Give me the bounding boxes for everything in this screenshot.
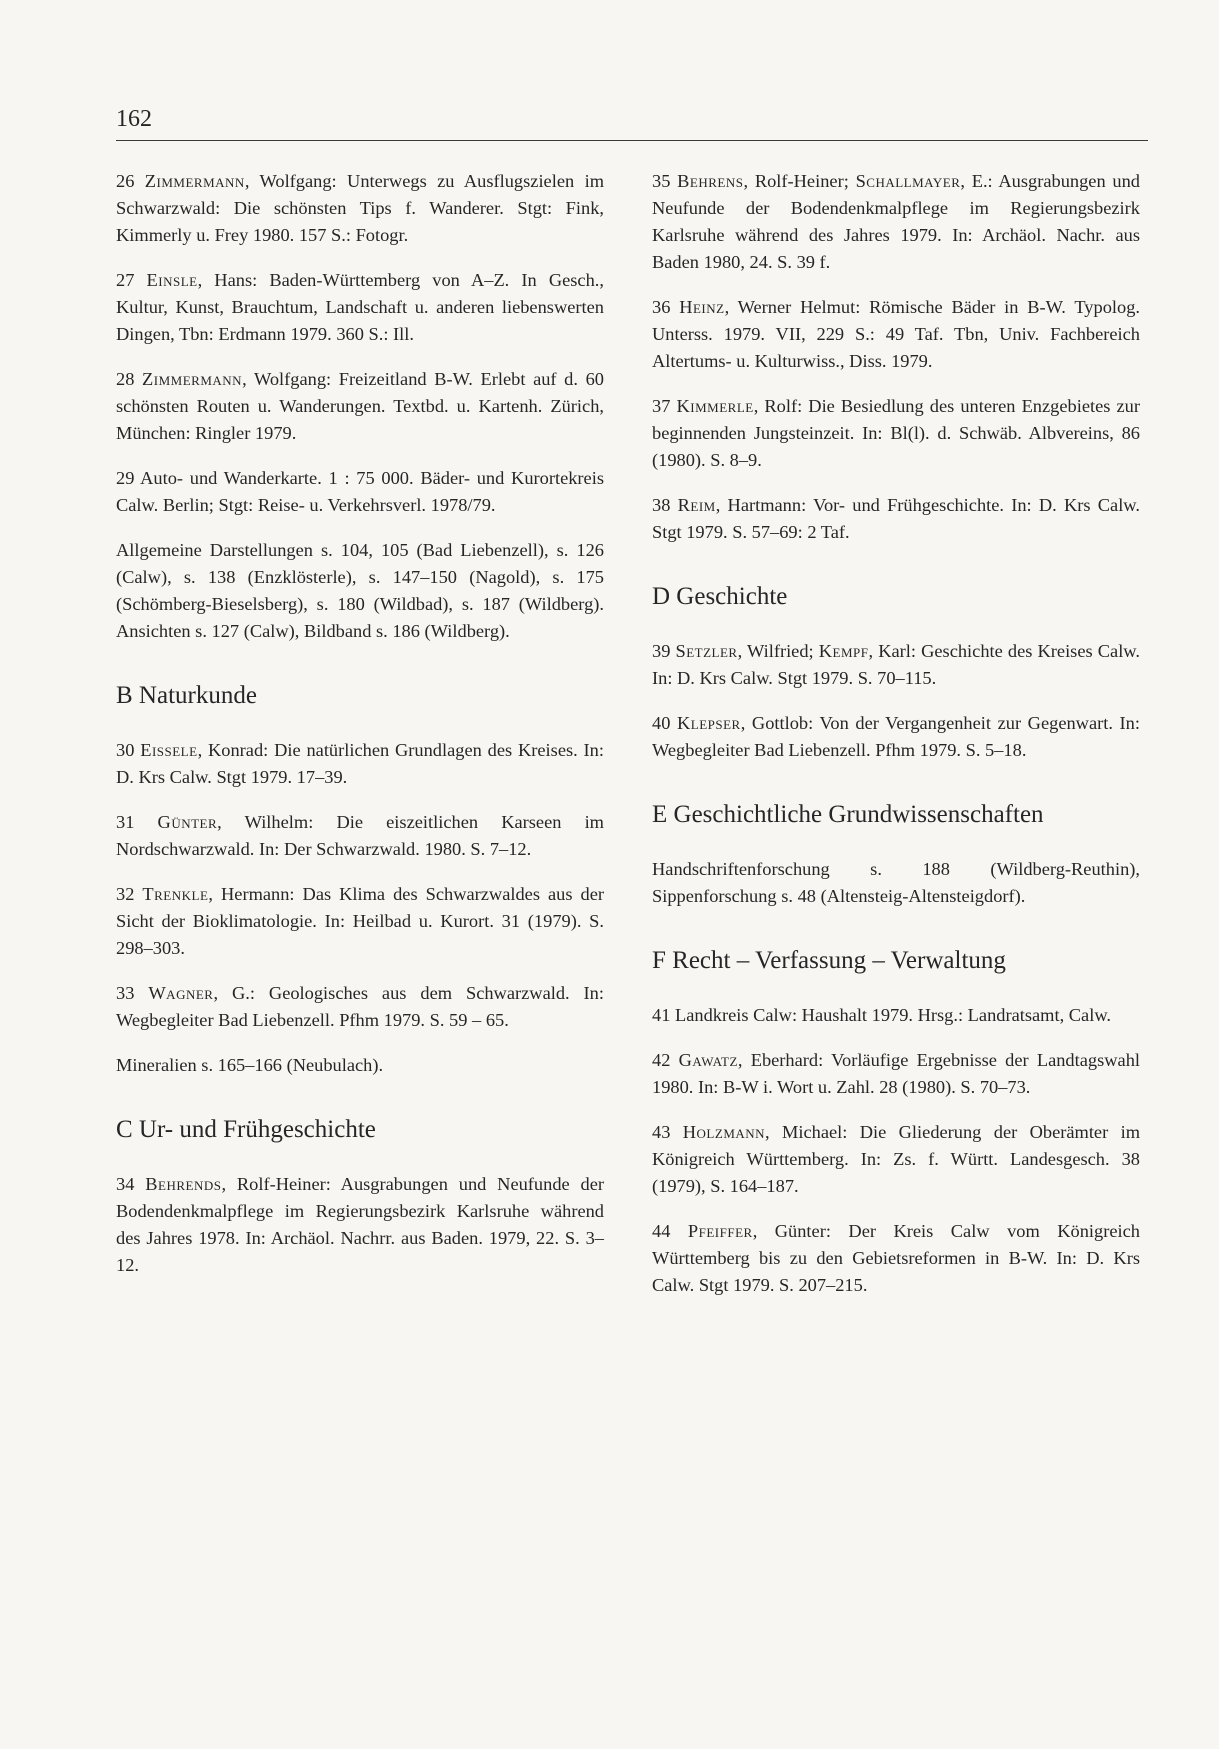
entry-author: Holzmann bbox=[682, 1122, 766, 1142]
entry-text: , Hermann: Das Klima des Schwarzwaldes aus der Sicht der Bioklimatologie. In: Heilbad u. Kurort. 31 (1979). S. 298–303. bbox=[116, 884, 604, 958]
entry-number: 44 bbox=[652, 1221, 671, 1241]
entry-text: , Rolf-Heiner; bbox=[743, 171, 856, 191]
entry-author: Heinz bbox=[679, 297, 725, 317]
bibliography-entry bbox=[652, 294, 1140, 375]
bibliography-entry bbox=[116, 465, 604, 519]
entry-author: Trenkle bbox=[142, 884, 209, 904]
entry-author: Kimmerle bbox=[676, 396, 754, 416]
entry-number: 27 bbox=[116, 270, 135, 290]
bibliography-entry bbox=[652, 1119, 1140, 1200]
entry-text: , Karl: Geschichte des Kreises Calw. In: D. Krs Calw. Stgt 1979. S. 70–115. bbox=[652, 641, 1140, 688]
right-column bbox=[652, 168, 1140, 1317]
entry-author: Klepser bbox=[676, 713, 741, 733]
cross-reference-note: Mineralien s. 165–166 (Neubulach). bbox=[116, 1055, 384, 1075]
bibliography-entry bbox=[116, 168, 604, 249]
bibliography-entry bbox=[116, 980, 604, 1034]
bibliography-entry bbox=[652, 638, 1140, 692]
bibliography-entry bbox=[116, 737, 604, 791]
entry-coauthor: Kempf bbox=[818, 641, 869, 661]
bibliography-entry bbox=[652, 1218, 1140, 1299]
entry-number: 31 bbox=[116, 812, 135, 832]
entry-number: 38 bbox=[652, 495, 671, 515]
entry-author: Pfeiffer bbox=[687, 1221, 753, 1241]
entry-number: 36 bbox=[652, 297, 671, 317]
entry-author: Setzler bbox=[675, 641, 738, 661]
entry-number: 35 bbox=[652, 171, 671, 191]
entry-text: , Konrad: Die natürlichen Grundlagen des Kreises. In: D. Krs Calw. Stgt 1979. 17–39. bbox=[116, 740, 604, 787]
entry-text: Landkreis Calw: Haushalt 1979. Hrsg.: Landratsamt, Calw. bbox=[675, 1005, 1112, 1025]
page-number: 162 bbox=[116, 106, 152, 132]
entry-number: 43 bbox=[652, 1122, 671, 1142]
entry-author: Zimmermann bbox=[144, 171, 245, 191]
bibliography-entry bbox=[116, 1171, 604, 1279]
entry-text: , Eberhard: Vorläufige Ergebnisse der Landtagswahl 1980. In: B-W i. Wort u. Zahl. 28 (1980). S. 70–73. bbox=[652, 1050, 1140, 1097]
entry-number: 33 bbox=[116, 983, 135, 1003]
bibliography-entry bbox=[652, 1047, 1140, 1101]
section-heading-recht: F Recht – Verfassung – Verwaltung bbox=[652, 947, 1006, 974]
entry-number: 42 bbox=[652, 1050, 671, 1070]
entry-number: 40 bbox=[652, 713, 671, 733]
cross-reference-note: Allgemeine Darstellungen s. 104, 105 (Bad Liebenzell), s. 126 (Calw), s. 138 (Enzklösterle), s. 147–150 (Nagold), s. 175 (Schömberg-Bieselsberg), s. 180 (Wildbad), s. 187 (Wildberg). Ansichten s. 127 (Calw), Bildband s. 186 (Wildberg). bbox=[116, 540, 604, 641]
entry-author: Wagner bbox=[148, 983, 214, 1003]
entry-text: , Gottlob: Von der Vergangenheit zur Gegenwart. In: Wegbegleiter Bad Liebenzell. Pfhm 1979. S. 5–18. bbox=[652, 713, 1140, 760]
cross-reference-note: Handschriftenforschung s. 188 (Wildberg-Reuthin), Sippenforschung s. 48 (Altensteig-Altensteigdorf). bbox=[652, 859, 1140, 906]
entry-text: , Werner Helmut: Römische Bäder in B-W. Typolog. Unterss. 1979. VII, 229 S.: 49 Taf. Tbn, Univ. Fachbereich Altertums- u. Kulturwiss., Diss. 1979. bbox=[652, 297, 1140, 371]
left-column bbox=[116, 168, 604, 1297]
entry-author: Reim bbox=[677, 495, 716, 515]
bibliography-entry bbox=[652, 1002, 1140, 1029]
bibliography-entry bbox=[652, 710, 1140, 764]
entry-text: , E.: Ausgrabungen und Neufunde der Bodendenkmalpflege im Regierungsbezirk Karlsruhe während des Jahres 1979. In: Archäol. Nachr. aus Baden 1980, 24. S. 39 f. bbox=[652, 171, 1140, 272]
section-heading-geschichte: D Geschichte bbox=[652, 583, 788, 610]
bibliography-entry bbox=[116, 881, 604, 962]
entry-number: 41 bbox=[652, 1005, 671, 1025]
entry-author: Zimmermann bbox=[142, 369, 243, 389]
entry-text: Auto- und Wanderkarte. 1 : 75 000. Bäder- und Kurortekreis Calw. Berlin; Stgt: Reise- u. Verkehrsverl. 1978/79. bbox=[116, 468, 604, 515]
bibliography-entry bbox=[652, 168, 1140, 276]
entry-author: Behrens bbox=[677, 171, 744, 191]
section-heading-grundwissenschaften: E Geschichtliche Grundwissenschaften bbox=[652, 801, 1044, 828]
bibliography-entry bbox=[652, 393, 1140, 474]
entry-text: , Wilhelm: Die eiszeitlichen Karseen im Nordschwarzwald. In: Der Schwarzwald. 1980. S. 7–12. bbox=[116, 812, 604, 859]
bibliography-entry bbox=[652, 492, 1140, 546]
entry-text: , Wolfgang: Unterwegs zu Ausflugszielen im Schwarzwald: Die schönsten Tips f. Wanderer. Stgt: Fink, Kimmerly u. Frey 1980. 157 S.: Fotogr. bbox=[116, 171, 604, 245]
entry-number: 39 bbox=[652, 641, 671, 661]
entry-coauthor: Schallmayer bbox=[855, 171, 961, 191]
entry-number: 30 bbox=[116, 740, 135, 760]
entry-author: Gawatz bbox=[678, 1050, 738, 1070]
entry-author: Einsle bbox=[146, 270, 198, 290]
entry-text: , Rolf: Die Besiedlung des unteren Enzgebietes zur beginnenden Jungsteinzeit. In: Bl(l). d. Schwäb. Albvereins, 86 (1980). S. 8–9. bbox=[652, 396, 1140, 470]
bibliography-entry bbox=[116, 809, 604, 863]
bibliography-entry bbox=[116, 366, 604, 447]
entry-text: , Wilfried; bbox=[737, 641, 819, 661]
entry-text: , Wolfgang: Freizeitland B-W. Erlebt auf d. 60 schönsten Routen u. Wanderungen. Textbd. u. Kartenh. Zürich, München: Ringler 1979. bbox=[116, 369, 604, 443]
entry-number: 28 bbox=[116, 369, 135, 389]
entry-number: 26 bbox=[116, 171, 135, 191]
entry-text: , Michael: Die Gliederung der Oberämter im Königreich Württemberg. In: Zs. f. Württ. Landesgesch. 38 (1979), S. 164–187. bbox=[652, 1122, 1140, 1196]
entry-number: 32 bbox=[116, 884, 135, 904]
entry-author: Günter bbox=[157, 812, 218, 832]
entry-number: 29 bbox=[116, 468, 135, 488]
entry-author: Behrends bbox=[145, 1174, 222, 1194]
header-rule bbox=[116, 140, 1148, 141]
entry-text: , Rolf-Heiner: Ausgrabungen und Neufunde der Bodendenkmalpflege im Regierungsbezirk Karlsruhe während des Jahres 1978. In: Archäol. Nachrr. aus Baden. 1979, 22. S. 3–12. bbox=[116, 1174, 604, 1275]
bibliography-entry bbox=[116, 267, 604, 348]
entry-number: 34 bbox=[116, 1174, 135, 1194]
entry-number: 37 bbox=[652, 396, 671, 416]
section-heading-naturkunde: B Naturkunde bbox=[116, 682, 257, 709]
entry-text: , Hartmann: Vor- und Frühgeschichte. In: D. Krs Calw. Stgt 1979. S. 57–69: 2 Taf. bbox=[652, 495, 1140, 542]
entry-text: , Günter: Der Kreis Calw vom Königreich Württemberg bis zu den Gebietsreformen in B-W. In: D. Krs Calw. Stgt 1979. S. 207–215. bbox=[652, 1221, 1140, 1295]
entry-author: Eissele bbox=[140, 740, 198, 760]
entry-text: , G.: Geologisches aus dem Schwarzwald. In: Wegbegleiter Bad Liebenzell. Pfhm 1979. S. 59 – 65. bbox=[116, 983, 604, 1030]
section-heading-fruehgeschichte: C Ur- und Frühgeschichte bbox=[116, 1116, 376, 1143]
entry-text: , Hans: Baden-Württemberg von A–Z. In Gesch., Kultur, Kunst, Brauchtum, Landschaft u. anderen liebenswerten Dingen, Tbn: Erdmann 1979. 360 S.: Ill. bbox=[116, 270, 604, 344]
